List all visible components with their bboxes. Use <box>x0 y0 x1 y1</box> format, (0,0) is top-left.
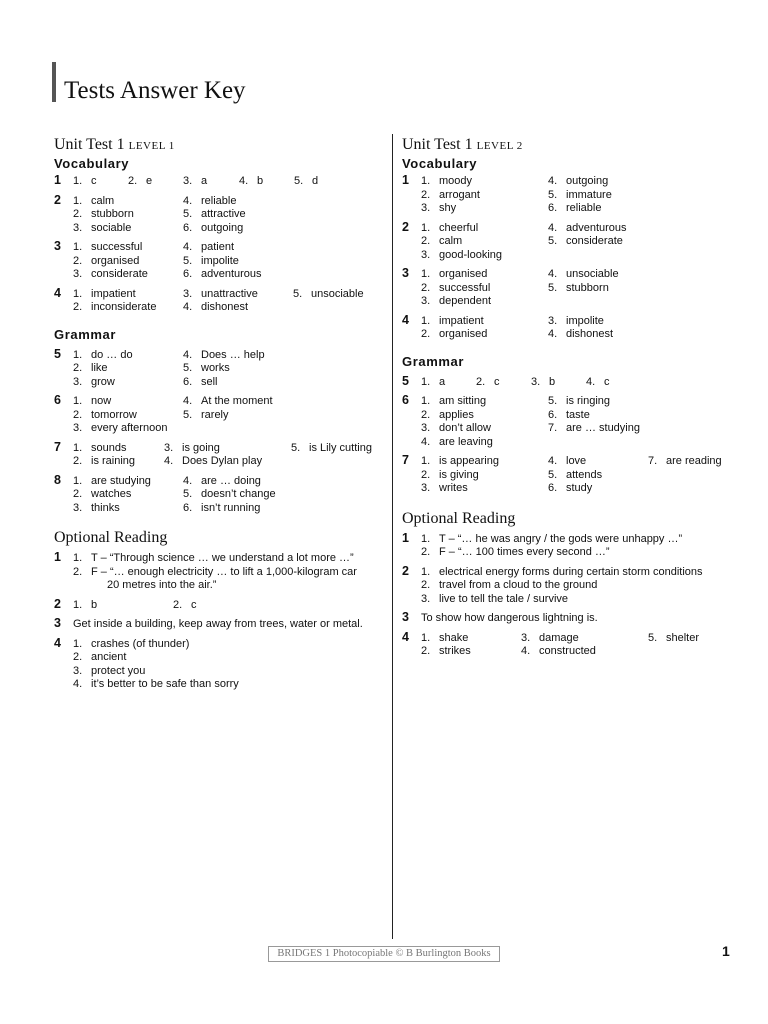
answer: 1. organised <box>421 268 488 280</box>
unit-heading-level-2 <box>402 136 737 155</box>
question-number: 4 <box>402 629 409 644</box>
reading-question-1 <box>402 530 737 560</box>
answer: 2. is raining <box>73 455 136 467</box>
question-6 <box>54 395 389 436</box>
answer: 3. sociable <box>73 221 132 234</box>
answer: 3. dependent <box>421 295 491 307</box>
answer: 4. adventurous <box>548 221 627 234</box>
answer: 2. travel from a cloud to the ground <box>421 579 598 591</box>
answer: 3. b <box>531 375 556 388</box>
question-3 <box>402 268 737 309</box>
answer: 2. arrogant <box>421 188 480 201</box>
question-6 <box>402 395 737 449</box>
level-label: LEVEL 2 <box>476 140 523 152</box>
answer: 3. every afternoon <box>73 422 168 434</box>
answer: 1. a <box>421 375 446 388</box>
answer: 3. considerate <box>73 268 148 280</box>
question-4 <box>402 312 737 342</box>
question-5 <box>402 373 737 390</box>
question-number: 3 <box>402 610 409 624</box>
answer: 5. works <box>183 362 230 374</box>
question-number: 4 <box>54 285 61 300</box>
answer: 5. rarely <box>183 408 229 421</box>
question-number: 4 <box>54 635 61 650</box>
answer: 4. dishonest <box>183 301 249 313</box>
answer: 5. immature <box>548 188 612 201</box>
answer: 7. are … studying <box>548 422 640 434</box>
answer: 6. outgoing <box>183 221 244 234</box>
question-number: 2 <box>402 563 409 578</box>
answer: 1. sounds <box>73 441 127 454</box>
answer: 5. is Lily cutting <box>291 441 372 454</box>
answer: 5. is ringing <box>548 395 611 407</box>
answer: 6. adventurous <box>183 268 262 280</box>
level-label: LEVEL 1 <box>128 140 175 152</box>
answer: 1. are studying <box>73 474 151 487</box>
answer: 6. taste <box>548 408 590 421</box>
section-heading-vocabulary: Vocabulary <box>402 156 478 171</box>
reading-question-4 <box>54 635 389 692</box>
unit-heading-level-1 <box>54 136 389 155</box>
reading-question-2 <box>402 563 737 607</box>
answer: 4. At the moment <box>183 395 273 407</box>
answer: 3. unattractive <box>183 287 258 300</box>
answer: 4. it’s better to be safe than sorry <box>73 678 239 690</box>
answer: 2. organised <box>421 328 488 340</box>
answer: 4. b <box>239 175 264 187</box>
section-heading-grammar: Grammar <box>402 353 465 369</box>
answer: 5. doesn’t change <box>183 488 276 500</box>
answer: 2. is giving <box>421 468 479 481</box>
answer: 4. dishonest <box>548 328 614 340</box>
answer: 1. is appearing <box>421 455 499 467</box>
answer: 3. thinks <box>73 501 120 514</box>
answer-row <box>73 175 389 189</box>
answer: 1. crashes (of thunder) <box>73 637 190 650</box>
answer: 6. sell <box>183 375 218 388</box>
section-heading-optional-reading: Optional Reading <box>402 509 516 527</box>
answer: 4. patient <box>183 241 235 253</box>
answer: 4. Does … help <box>183 348 265 361</box>
answer: 1. electrical energy forms during certain storm conditions <box>421 565 703 578</box>
answer: 5. attends <box>548 468 603 481</box>
answer: 4. unsociable <box>548 268 619 280</box>
answer: 2. inconsiderate <box>73 301 157 313</box>
answer: 4. constructed <box>521 645 596 657</box>
answer: 1. c <box>73 175 97 187</box>
question-number: 3 <box>402 266 409 280</box>
answer: 3. good-looking <box>421 248 502 261</box>
answer: 5. considerate <box>548 235 623 247</box>
question-3 <box>54 241 389 282</box>
question-number: 5 <box>402 373 409 388</box>
question-number: 3 <box>54 239 61 253</box>
answer: To show how dangerous lightning is. <box>421 612 598 624</box>
answer: 1. T – “Through science … we understand a lot more …” <box>73 552 354 564</box>
answer: 1. T – “… he was angry / the gods were unhappy …” <box>421 532 683 545</box>
answer: 2. F – “… enough electricity … to lift a 1,000-kilogram car <box>73 565 357 578</box>
page-number: 1 <box>722 943 730 959</box>
answer: 3. a <box>183 175 208 187</box>
answer: 3. protect you <box>73 664 146 677</box>
left-column <box>54 136 389 698</box>
answer: 2. organised <box>73 254 140 267</box>
answer: 3. don’t allow <box>421 422 491 434</box>
footer-copyright: BRIDGES 1 Photocopiable © B Burlington Books <box>268 946 500 962</box>
answer: Get inside a building, keep away from trees, water or metal. <box>73 618 363 630</box>
reading-question-1 <box>54 552 389 593</box>
answer: 2. e <box>128 175 153 187</box>
answer: 3. live to tell the tale / survive <box>421 592 569 605</box>
answer: 1. moody <box>421 175 473 187</box>
reading-question-3 <box>402 612 737 626</box>
answer: 6. study <box>548 482 593 494</box>
title-accent-bar <box>52 62 56 102</box>
answer: 3. shy <box>421 202 457 214</box>
answer: 5. d <box>294 175 319 187</box>
answer: 4. are leaving <box>421 435 493 448</box>
answer: 7. are reading <box>648 455 722 467</box>
answer: 1. calm <box>73 194 115 207</box>
answer: 3. grow <box>73 375 115 388</box>
answer: 4. are … doing <box>183 474 261 487</box>
answer: 3. writes <box>421 482 468 494</box>
answer: 1. shake <box>421 631 469 644</box>
right-column <box>402 136 737 665</box>
answer: 3. damage <box>521 631 579 644</box>
question-number: 5 <box>54 346 61 361</box>
section-heading-grammar: Grammar <box>54 326 117 342</box>
question-5 <box>54 346 389 390</box>
question-number: 4 <box>402 312 409 327</box>
question-number: 1 <box>402 530 409 545</box>
answer: 1. impatient <box>73 287 136 300</box>
answer: 2. watches <box>73 488 132 500</box>
unit-title: Unit Test 1 <box>54 136 125 153</box>
question-number: 1 <box>54 550 61 564</box>
question-number: 7 <box>54 439 61 454</box>
answer: 1. successful <box>73 241 143 253</box>
answer: 5. stubborn <box>548 281 609 294</box>
answer: 5. shelter <box>648 631 700 644</box>
question-number: 1 <box>54 173 61 187</box>
answer: 1. cheerful <box>421 221 479 234</box>
answer: 2. calm <box>421 235 463 247</box>
answer: 1. impatient <box>421 314 484 327</box>
question-7 <box>54 439 389 469</box>
question-1 <box>402 175 737 216</box>
answer: 3. impolite <box>548 314 604 327</box>
answer: 2. successful <box>421 281 491 294</box>
reading-question-2 <box>54 596 389 613</box>
answer: 2. tomorrow <box>73 408 137 421</box>
answer: 5. attractive <box>183 208 246 220</box>
question-number: 7 <box>402 453 409 467</box>
answer: 2. stubborn <box>73 208 134 220</box>
question-8 <box>54 472 389 516</box>
question-4 <box>54 285 389 315</box>
answer: 2. strikes <box>421 645 471 657</box>
answer: 6. isn’t running <box>183 501 261 514</box>
section-heading-optional-reading: Optional Reading <box>54 529 168 546</box>
answer: 4. outgoing <box>548 175 609 187</box>
question-number: 1 <box>402 173 409 187</box>
question-number: 6 <box>54 393 61 407</box>
answer: 2. applies <box>421 408 474 421</box>
answer: 3. is going <box>164 441 220 454</box>
answer: 5. impolite <box>183 254 239 267</box>
answer: 5. unsociable <box>293 287 364 300</box>
answer: 4. love <box>548 455 587 467</box>
answer: 2. ancient <box>73 651 127 663</box>
question-number: 2 <box>402 219 409 234</box>
answer: 2. c <box>173 598 197 611</box>
answer-continuation: 20 metres into the air.” <box>107 579 217 591</box>
question-2 <box>402 219 737 263</box>
question-2 <box>54 192 389 236</box>
question-1 <box>54 175 389 189</box>
answer: 4. c <box>586 375 610 388</box>
unit-title: Unit Test 1 <box>402 136 473 153</box>
answer: 1. now <box>73 395 112 407</box>
column-divider <box>392 134 393 939</box>
question-number: 3 <box>54 616 61 630</box>
question-number: 6 <box>402 393 409 407</box>
reading-question-4 <box>402 629 737 659</box>
answer: 1. b <box>73 598 98 611</box>
question-number: 2 <box>54 192 61 207</box>
answer: 4. reliable <box>183 194 237 207</box>
reading-question-3 <box>54 618 389 632</box>
answer: 1. do … do <box>73 348 133 361</box>
answer: 4. Does Dylan play <box>164 455 263 467</box>
section-heading-vocabulary: Vocabulary <box>54 156 130 171</box>
answer: 6. reliable <box>548 202 602 214</box>
question-number: 2 <box>54 596 61 611</box>
answer: 2. F – “… 100 times every second …” <box>421 546 610 558</box>
question-7 <box>402 455 737 496</box>
answer: 2. like <box>73 362 108 374</box>
answer: 2. c <box>476 375 500 388</box>
question-number: 8 <box>54 472 61 487</box>
answer: 1. am sitting <box>421 395 487 407</box>
page-title: Tests Answer Key <box>64 77 246 104</box>
